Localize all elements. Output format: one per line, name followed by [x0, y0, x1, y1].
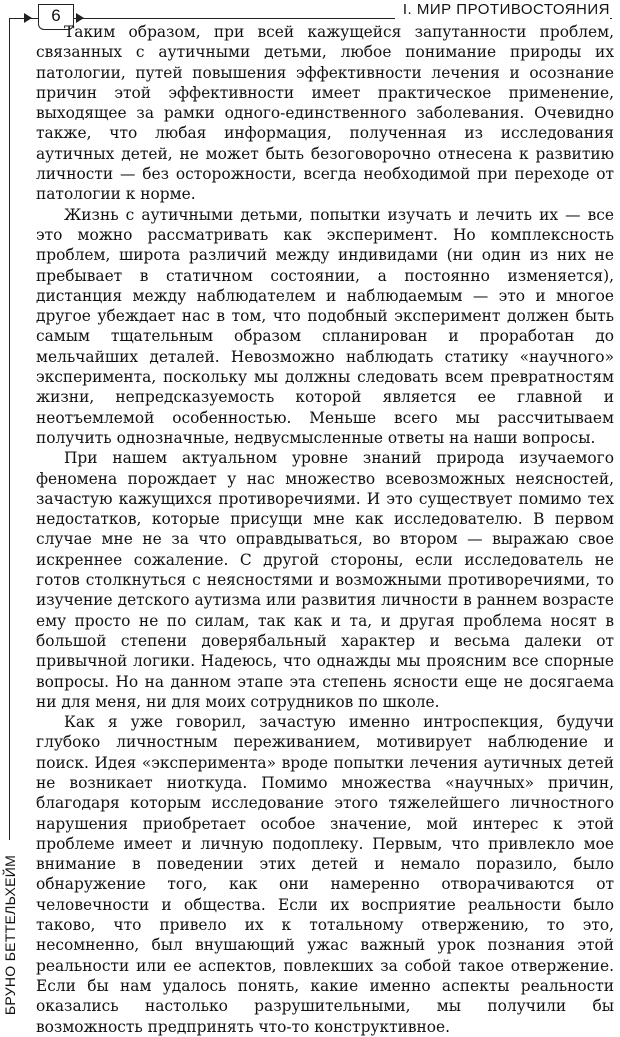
paragraph: При нашем актуальном уровне знаний природа изучаемого феномена порождает у нас множество всевозможных неясностей, зачастую кажущихся противоречиями. И это существует помимо тех недостатков, которые присущи мне как исследователю. В первом случае мне не за что оправдываться, во втором — выражаю свое искреннее сожаление. С другой стороны, если исследователь не готов столкнуться с неясностями и возможными противоречиями, то изучение детского аутизма или развития личности в раннем возрасте ему просто не по силам, так как и та, и другая проблема носят в большой степени доверябальный характер и весьма далеки от привычной логики. Надеюсь, что однажды мы проясним все спорные вопросы. Но на данном этапе эта степень ясности еще не досягаема ни для меня, ни для моих сотрудников по школе.: [36, 449, 614, 711]
running-title: I. МИР ПРОТИВОСТОЯНИЯ: [395, 0, 610, 20]
page-number: 6: [38, 4, 74, 30]
paragraph: Как я уже говорил, зачастую именно интроспекция, будучи глубоко личностным переживанием, мотивирует наблюдение и поиск. Идея «эксперимента» вроде попытки лечения аутичных детей не возникает ниоткуда. Помимо множества «научных» причин, благодаря которым исследование этого тяжелейшего личностного нарушения приобретает особое значение, мой интерес к этой проблеме имеет и личную подоплеку. Первым, что привлекло мое внимание в поведении этих детей и немало поразило, было обнаружение того, как они намеренно отворачиваются от человечности и общества. Если их восприятие реальности было таково, что привело их к тотальному отвержению, то это, несомненно, был внушающий ужас важный урок познания этой реальности или ее аспектов, повлекших за собой такое отвержение. Если бы нам удалось понять, какие именно аспекты реальности оказались настолько разрушительными, мы получили бы возможность предпринять что-то конструктивное.: [36, 713, 614, 1036]
paragraph: Жизнь с аутичными детьми, попытки изучать и лечить их — все это можно рассматривать как эксперимент. Но комплексность проблем, широта различий между индивидами (ни один из них не пребывает в статичном состоянии, а постоянно изменяется), дистанция между наблюдателем и наблюдаемым — это и многое другое убеждает нас в том, что подобный эксперимент должен быть самым тщательным образом спланирован и проработан до мельчайших деталей. Невозможно наблюдать статику «научного» эксперимента, поскольку мы должны следовать всем превратностям жизни, непредсказуемость которой является ее главной и неотъемлемой особенностью. Меньше всего мы рассчитываем получить однозначные, недвусмысленные ответы на наши вопросы.: [36, 205, 614, 447]
body-text: [36, 22, 614, 1037]
author-name: БРУНО БЕТТЕЛЬХЕЙМ: [1, 840, 19, 1030]
paragraph: Таким образом, при всей кажущейся запутанности проблем, связанных с аутичными детьми, любое понимание природы их патологии, путей повышения эффективности лечения и осознание причин этой эффективности имеет практическое применение, выходящее за рамки одного-единственного заболевания. Очевидно также, что любая информация, полученная из исследования аутичных детей, не может быть безоговорочно отнесена к развитию личности — без осторожности, всегда необходимой при переходе от патологии к норме.: [36, 23, 614, 204]
arrow-left-icon: [24, 13, 32, 23]
